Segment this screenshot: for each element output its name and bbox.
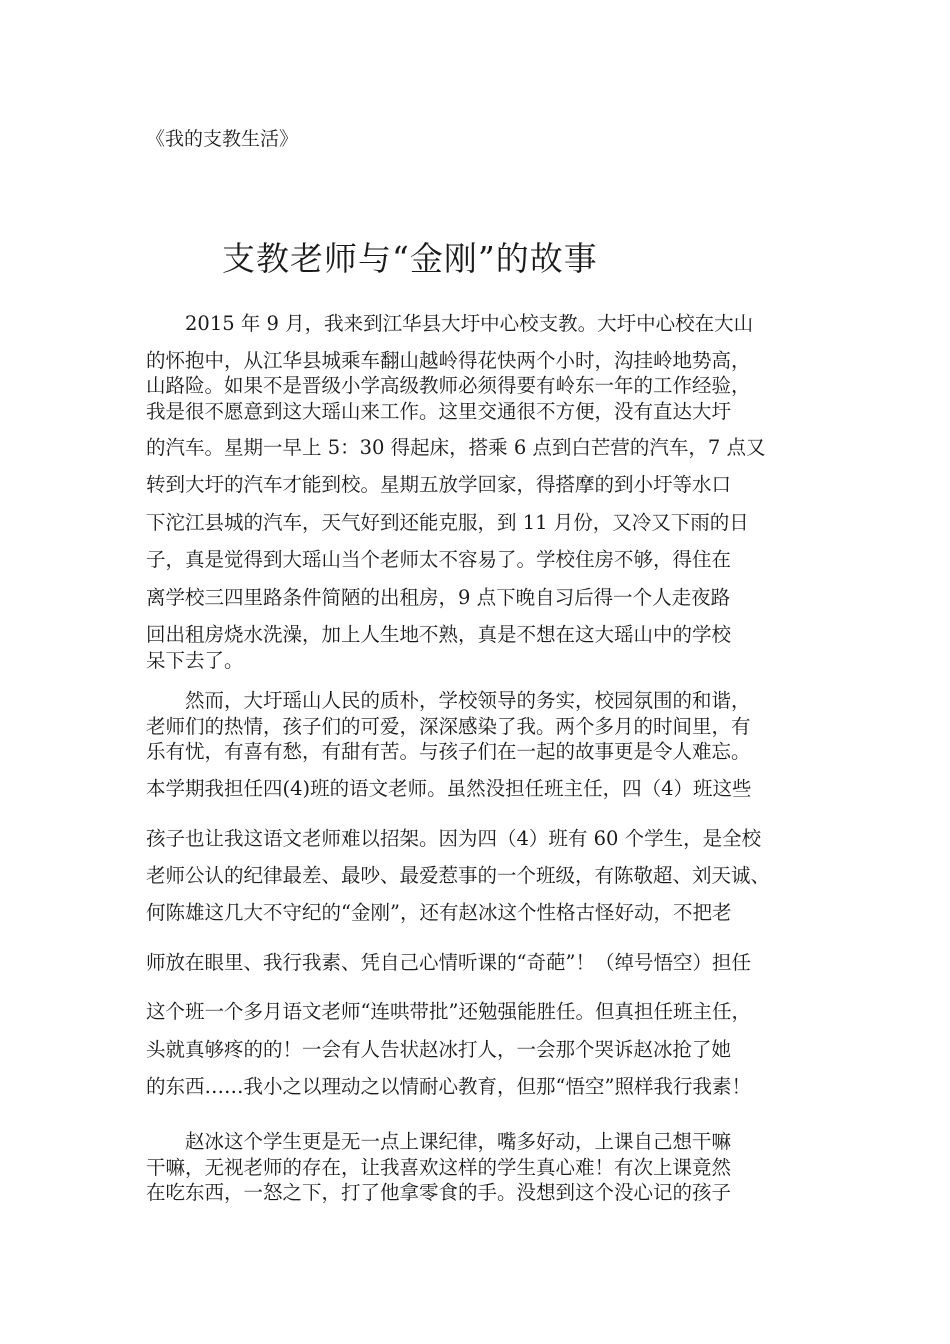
body-line: 干嘛，无视老师的存在，让我喜欢这样的学生真心难！有次上课竟然 bbox=[146, 1156, 732, 1179]
body-line: 山路险。如果不是晋级小学高级教师必须得要有岭东一年的工作经验， bbox=[146, 374, 751, 397]
body-line: 2015 年 9 月，我来到江华县大圩中心校支教。大圩中心校在大山 bbox=[146, 312, 754, 335]
document-title: 支教老师与“金刚”的故事 bbox=[222, 239, 598, 278]
body-line: 然而，大圩瑶山人民的质朴，学校领导的务实，校园氛围的和谐， bbox=[146, 689, 751, 712]
body-line: 何陈雄这几大不守纪的“金刚”，还有赵冰这个性格古怪好动，不把老 bbox=[146, 901, 732, 924]
body-line: 老师们的热情，孩子们的可爱，深深感染了我。两个多月的时间里，有 bbox=[146, 715, 751, 738]
body-line: 的怀抱中，从江华县城乘车翻山越岭得花快两个小时，沟挂岭地势高， bbox=[146, 349, 751, 372]
body-line: 子，真是觉得到大瑶山当个老师太不容易了。学校住房不够，得住在 bbox=[146, 548, 732, 571]
body-line: 下沱江县城的汽车，天气好到还能克服，到 11 月份，又冷又下雨的日 bbox=[146, 511, 749, 534]
body-line: 我是很不愿意到这大瑶山来工作。这里交通很不方便，没有直达大圩 bbox=[146, 400, 732, 423]
body-line: 离学校三四里路条件简陋的出租房，9 点下晚自习后得一个人走夜路 bbox=[146, 586, 731, 609]
body-line: 的东西……我小之以理动之以情耐心教育，但那“悟空”照样我行我素！ bbox=[146, 1075, 751, 1098]
body-line: 的汽车。星期一早上 5：30 得起床，搭乘 6 点到白芒营的汽车，7 点又 bbox=[146, 436, 766, 459]
body-line: 孩子也让我这语文老师难以招架。因为四（4）班有 60 个学生，是全校 bbox=[146, 827, 762, 850]
body-line: 在吃东西，一怒之下，打了他拿零食的手。没想到这个没心记的孩子 bbox=[146, 1181, 732, 1204]
body-line: 师放在眼里、我行我素、凭自己心情听课的“奇葩”！（绰号悟空）担任 bbox=[146, 951, 751, 974]
body-line: 转到大圩的汽车才能到校。星期五放学回家，得搭摩的到小圩等水口 bbox=[146, 473, 732, 496]
body-line: 回出租房烧水洗澡，加上人生地不熟，真是不想在这大瑶山中的学校 bbox=[146, 623, 732, 646]
document-series-label: 《我的支教生活》 bbox=[146, 128, 299, 150]
body-line: 赵冰这个学生更是无一点上课纪律，嘴多好动，上课自己想干嘛 bbox=[146, 1130, 732, 1153]
body-line: 老师公认的纪律最差、最吵、最爱惹事的一个班级，有陈敬超、刘天诚、 bbox=[146, 864, 771, 887]
body-line: 本学期我担任四(4)班的语文老师。虽然没担任班主任，四（4）班这些 bbox=[146, 777, 752, 800]
body-line: 头就真够疼的的！一会有人告状赵冰打人，一会那个哭诉赵冰抢了她 bbox=[146, 1038, 732, 1061]
body-line: 乐有忧，有喜有愁，有甜有苦。与孩子们在一起的故事更是令人难忘。 bbox=[146, 740, 751, 763]
body-line: 呆下去了。 bbox=[146, 649, 244, 672]
body-line: 这个班一个多月语文老师“连哄带批”还勉强能胜任。但真担任班主任， bbox=[146, 1000, 751, 1023]
